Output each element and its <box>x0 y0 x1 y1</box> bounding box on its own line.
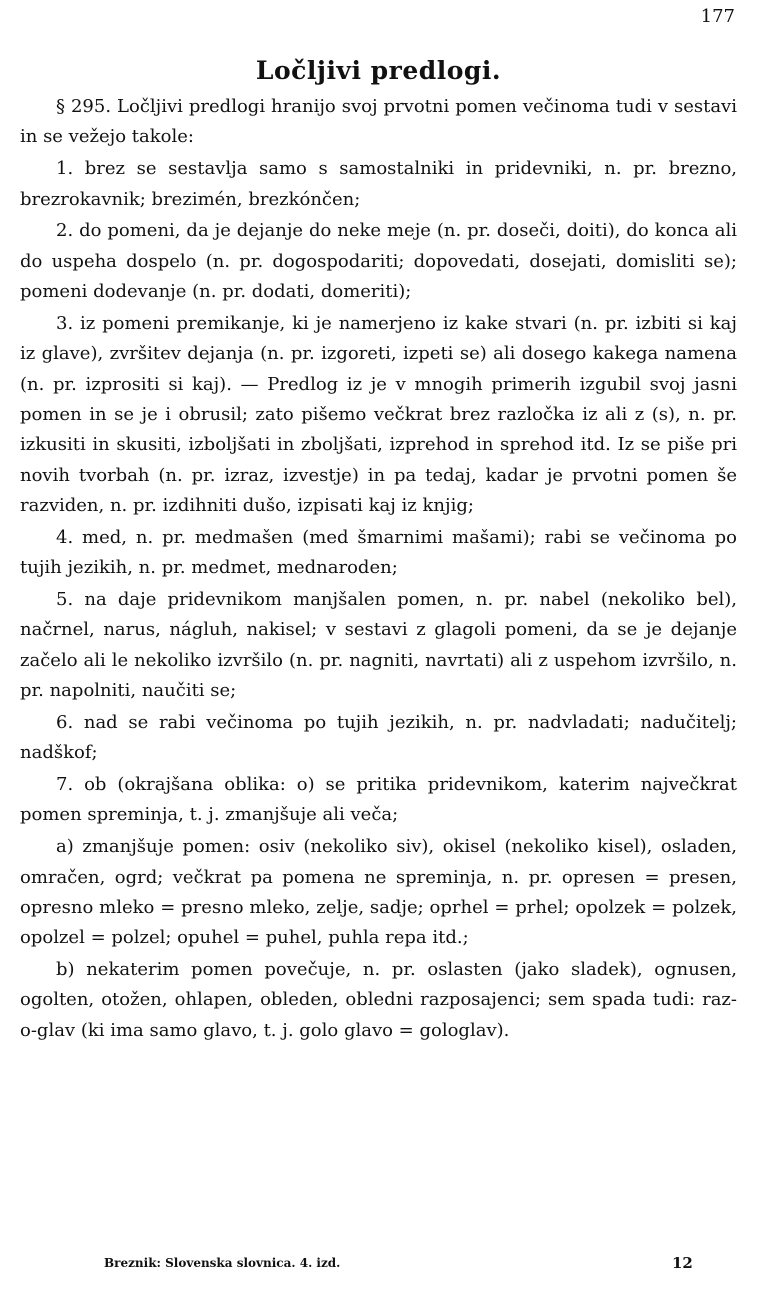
section-title: Ločljivi predlogi. <box>255 56 502 85</box>
page-number: 177 <box>700 6 735 27</box>
sheet-number: 12 <box>672 1254 693 1272</box>
paragraph-iz: 3. iz pomeni premikanje, ki je namerjeno iz kake stvari (n. pr. izbiti si kaj iz glave), zvršitev dejanja (n. pr. izgoreti, izpeti se) ali dosego kakega namena (n. pr. izprositi si kaj). — Predlog iz je v mnogih primerih izgubil svoj jasni pomen in se je i obrusil; zato pišemo večkrat brez razločka iz ali z (s), n. pr. izkusiti in skusiti, izboljšati in zboljšati, izprehod in sprehod itd. Iz se piše pri novih tvorbah (n. pr. izraz, izvestje) in pa tedaj, kadar je prvotni pomen še razviden, n. pr. izdihniti dušo, izpisati kaj iz knjig; <box>20 312 737 516</box>
paragraph-ob-a: a) zmanjšuje pomen: osiv (nekoliko siv), okisel (nekoliko kisel), osladen, omračen, ogrd; večkrat pa pomena ne spreminja, n. pr. opresen = presen, opresno mleko = presno mleko, zelje, sadje; oprhel = prhel; opolzek = polzek, opolzel = polzel; opuhel = puhel, puhla repa itd.; <box>20 836 737 949</box>
paragraph-do: 2. do pomeni, da je dejanje do neke meje (n. pr. doseči, doiti), do konca ali do uspeha dospelo (n. pr. dogospodariti; dopovedati, dosejati, domisliti se); pomeni dodevanje (n. pr. dodati, domeriti); <box>20 220 737 303</box>
paragraph-ob: 7. ob (okrajšana oblika: o) se pritika pridevnikom, katerim največkrat pomen spreminja, t. j. zmanjšuje ali veča; <box>20 774 737 826</box>
paragraph-brez: 1. brez se sestavlja samo s samostalniki in pridevniki, n. pr. brezno, brezrokavnik; brezimén, brezkónčen; <box>20 158 737 210</box>
paragraph-med: 4. med, n. pr. medmašen (med šmarnimi mašami); rabi se večinoma po tujih jezikih, n. pr. medmet, mednaroden; <box>20 526 737 579</box>
body-text <box>20 92 737 1046</box>
paragraph-295: § 295. Ločljivi predlogi hranijo svoj prvotni pomen večinoma tudi v sestavi in se vežejo takole: <box>20 96 737 148</box>
paragraph-na: 5. na daje pridevnikom manjšalen pomen, n. pr. nabel (nekoliko bel), načrnel, narus, nágluh, nakisel; v sestavi z glagoli pomeni, da se je dejanje začelo ali le nekoliko izvršilo (n. pr. nagniti, navrtati) ali z uspehom izvršilo, n. pr. napolniti, naučiti se; <box>20 589 737 702</box>
paragraph-nad: 6. nad se rabi večinoma po tujih jezikih, n. pr. nadvladati; nadučitelj; nadškof; <box>20 711 737 764</box>
footer-citation: Breznik: Slovenska slovnica. 4. izd. <box>104 1256 341 1270</box>
paragraph-ob-b: b) nekaterim pomen povečuje, n. pr. oslasten (jako sladek), ognusen, ogolten, otožen, ohlapen, obleden, obledni razposajenci; sem spada tudi: raz-o-glav (ki ima samo glavo, t. j. golo glavo = gologlav). <box>20 959 737 1041</box>
